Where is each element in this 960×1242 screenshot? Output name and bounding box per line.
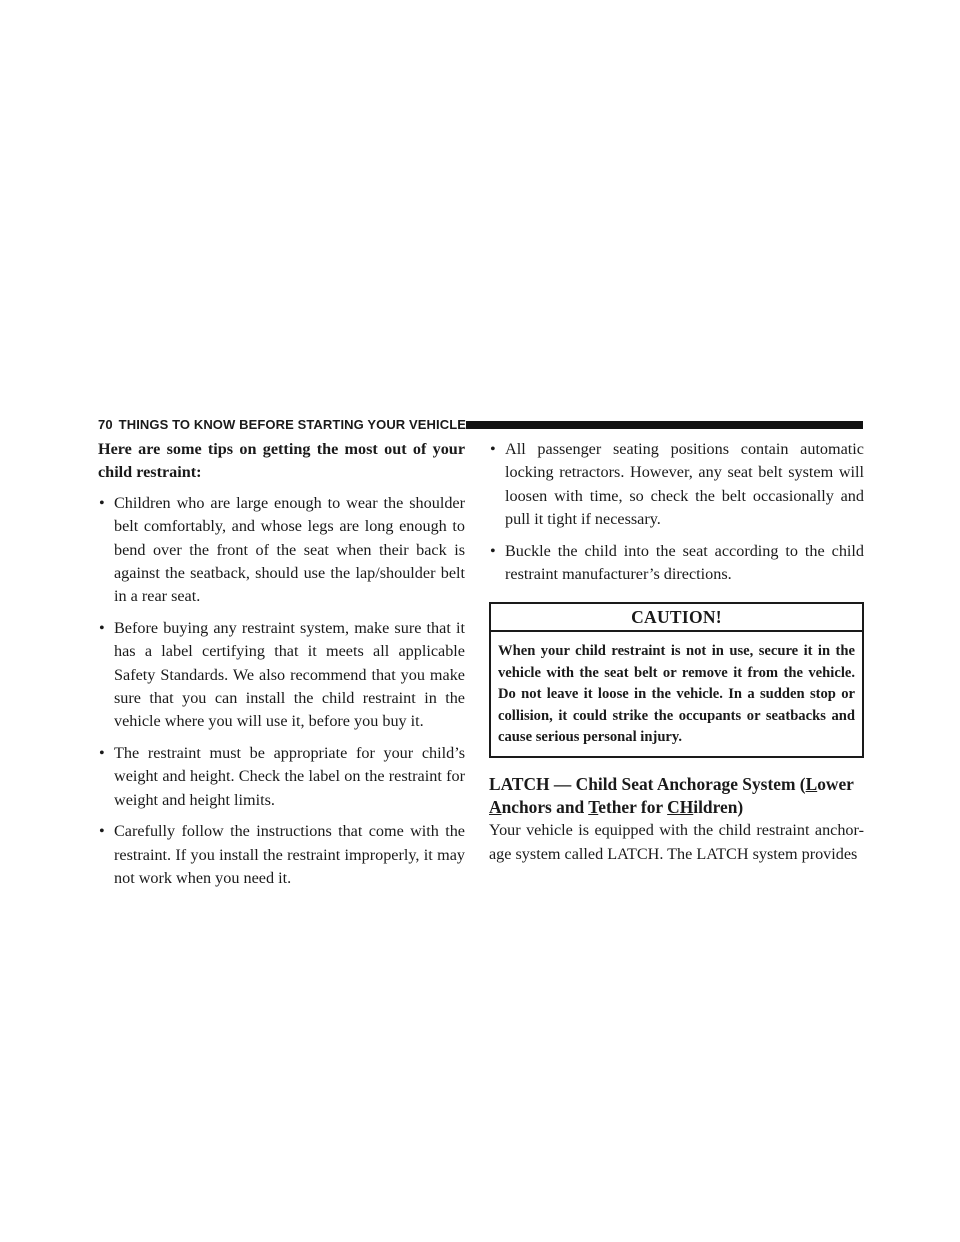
tips-list [98, 492, 465, 891]
latch-heading-underlined: L [805, 774, 818, 795]
header-rule [466, 421, 863, 429]
list-item [98, 492, 465, 609]
list-item-text: Carefully follow the instructions that come with the restraint. If you install the restraint improperly, it may not work when you need it. [114, 822, 465, 887]
latch-heading-part: nchors and [501, 797, 589, 818]
caution-box [489, 602, 864, 758]
list-item [98, 820, 465, 890]
tips-intro: Here are some tips on getting the most out of your child restraint: [98, 440, 465, 482]
latch-heading-part: LATCH — Child Seat Anchorage System ( [489, 774, 806, 795]
caution-text: When your child restraint is not in use, secure it in the vehicle with the seat belt or remove it from the vehicle. Do not leave it loose in the vehicle. In a sudden stop or collision, it could strike the occupants or seatbacks and cause serious personal injury. [498, 643, 855, 746]
running-head [98, 418, 466, 432]
list-item [98, 742, 465, 812]
section-title: THINGS TO KNOW BEFORE STARTING YOUR VEHICLE [118, 417, 467, 432]
latch-heading-part: ildren) [693, 797, 744, 818]
latch-heading-underlined: T [588, 797, 599, 818]
page-number: 70 [98, 417, 113, 432]
latch-heading [489, 773, 864, 819]
bullet-icon: • [99, 493, 105, 512]
list-item [489, 438, 864, 532]
bullet-icon: • [99, 618, 105, 637]
page-header [98, 418, 863, 432]
list-item-text: The restraint must be appropriate for your child’s weight and height. Check the label on the restraint for weight and height limits. [114, 743, 465, 809]
list-item-text: All passenger seating positions contain automatic locking retractors. However, any seat belt system will loosen with time, so check the belt occasionally and pull it tight if necessary. [505, 440, 864, 529]
list-item-text: Buckle the child into the seat according to the child restraint manufacturer’s directions. [505, 541, 864, 584]
list-item-text: Before buying any restraint system, make sure that it has a label certifying that it meets all applicable Safety Standards. We also recommend that you make sure that you can install the child restraint in the vehicle where you will use it, before you buy it. [114, 618, 465, 731]
caution-title: CAUTION! [491, 604, 862, 632]
latch-heading-underlined: A [489, 797, 502, 818]
list-item [489, 540, 864, 587]
tips-list-continued [489, 438, 864, 586]
bullet-icon: • [99, 822, 105, 841]
list-item [98, 617, 465, 734]
bullet-icon: • [490, 440, 496, 458]
bullet-icon: • [99, 743, 105, 762]
latch-paragraph: Your vehicle is equipped with the child restraint anchor-age system called LATCH. The LATCH system provides [489, 821, 864, 863]
latch-heading-part: ether for [598, 797, 668, 818]
latch-heading-underlined: CH [667, 797, 694, 818]
latch-heading-part: ower [817, 774, 854, 795]
bullet-icon: • [490, 541, 496, 560]
left-column [98, 438, 465, 898]
right-column [489, 438, 864, 866]
list-item-text: Children who are large enough to wear the shoulder belt comfortably, and whose legs are long enough to bend over the front of the seat when their back is against the seatback, should use the lap/shoulder belt in a rear seat. [114, 493, 465, 606]
